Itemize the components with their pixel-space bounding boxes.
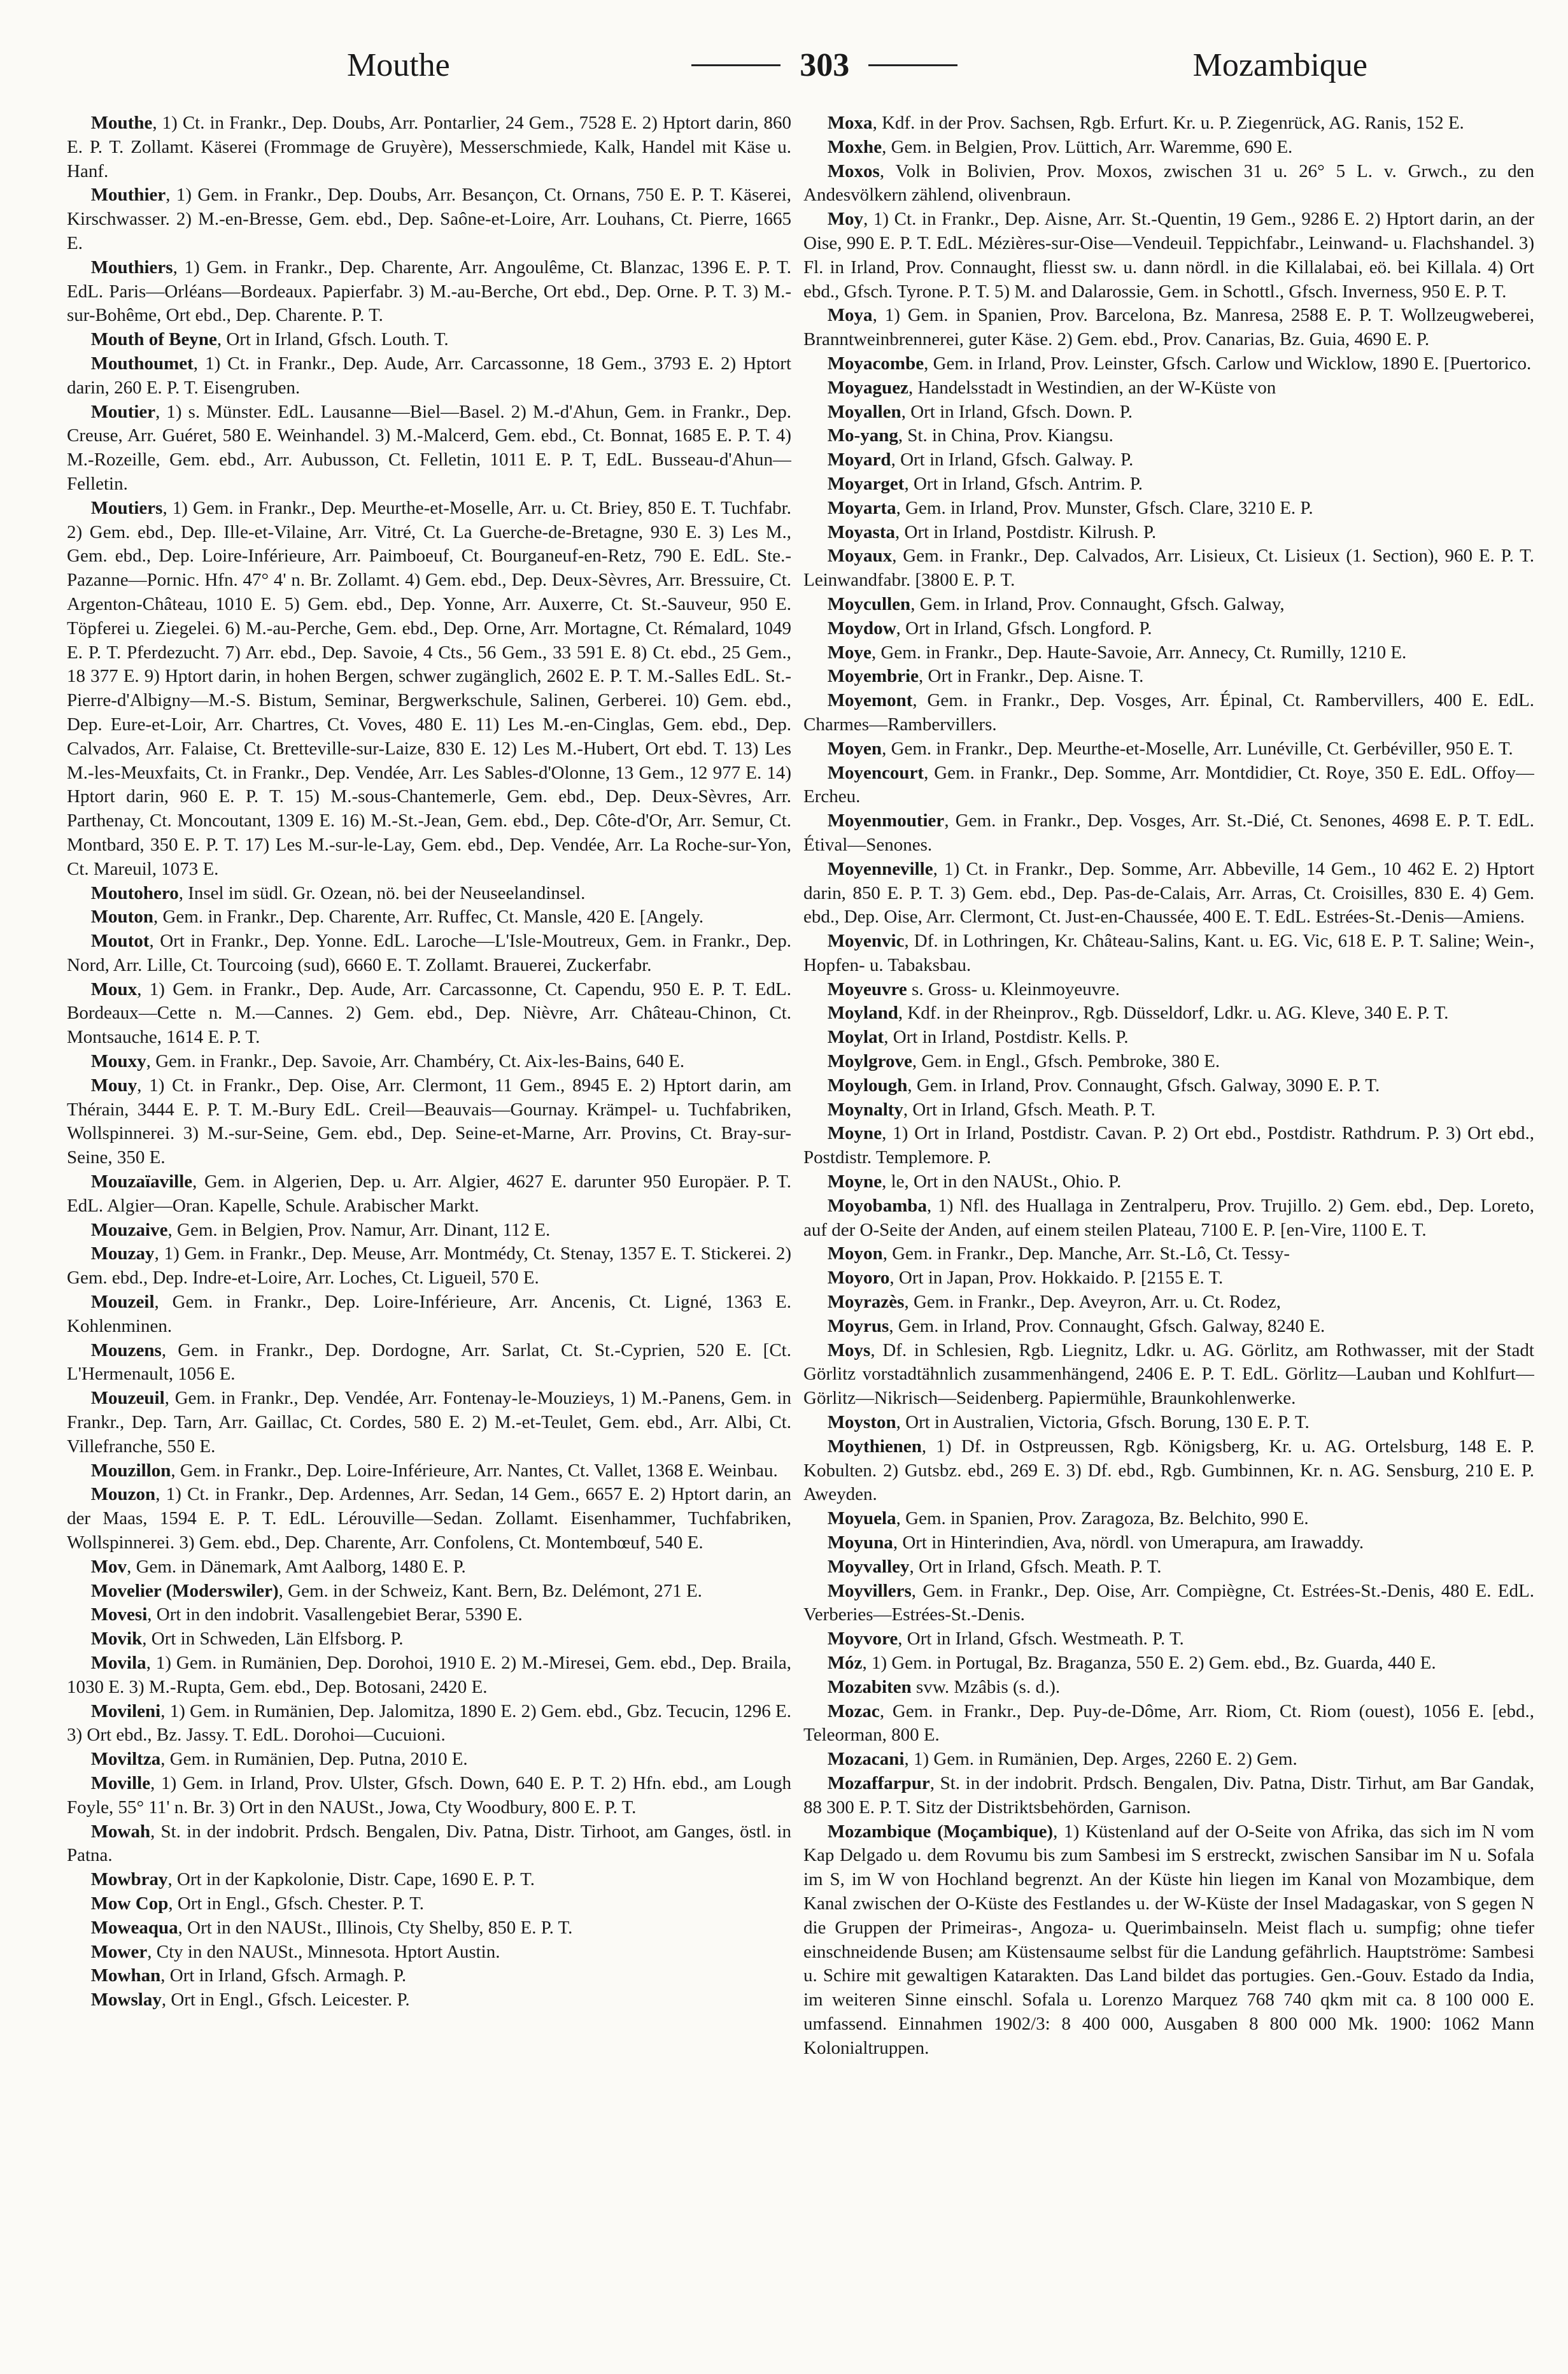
gazetteer-entry: Moyon, Gem. in Frankr., Dep. Manche, Arr. St.-Lô, Ct. Tessy- [827, 1243, 1290, 1264]
gazetteer-entry: Mowbray, Ort in der Kapkolonie, Distr. Cape, 1690 E. P. T. [90, 1869, 535, 1890]
gazetteer-entry: Móz, 1) Gem. in Portugal, Bz. Braganza, 550 E. 2) Gem. ebd., Bz. Guarda, 440 E. [827, 1653, 1436, 1673]
entry-headword: Mouzaive [90, 1219, 168, 1240]
gazetteer-entry: Moylgrove, Gem. in Engl., Gfsch. Pembroke, 380 E. [827, 1051, 1220, 1072]
gazetteer-entry: Moyarta, Gem. in Irland, Prov. Munster, Gfsch. Clare, 3210 E. P. [827, 497, 1313, 518]
gazetteer-entry: Moya, 1) Gem. in Spanien, Prov. Barcelona, Bz. Manresa, 2588 E. P. T. Wollzeugweberei, Branntweinbrennerei, guter Käse. 2) Gem. ebd., Prov. Canarias, Bz. Guia, 4690 E. P. [803, 305, 1534, 350]
gazetteer-entry: Moyembrie, Ort in Frankr., Dep. Aisne. T. [827, 666, 1144, 687]
gazetteer-entry: Mouthier, 1) Gem. in Frankr., Dep. Doubs, Arr. Besançon, Ct. Ornans, 750 E. P. T. Käserei, Kirschwasser. 2) M.-en-Bresse, Gem. ebd., Dep. Saône-et-Loire, Arr. Louhans, Ct. Pierre, 1665 E. [67, 185, 791, 253]
gazetteer-entry: Moyenvic, Df. in Lothringen, Kr. Château-Salins, Kant. u. EG. Vic, 618 E. P. T. Saline; Wein-, Hopfen- u. Tabaksbau. [803, 931, 1534, 975]
entry-headword: Moxhe [827, 136, 882, 157]
gazetteer-entry: Moyuela, Gem. in Spanien, Prov. Zaragoza, Bz. Belchito, 990 E. [827, 1508, 1309, 1529]
entry-headword: Mov [90, 1556, 127, 1577]
gazetteer-entry: Moutohero, Insel im südl. Gr. Ozean, nö. bei der Neuseelandinsel. [90, 882, 586, 903]
gazetteer-entry: Moyenmoutier, Gem. in Frankr., Dep. Vosges, Arr. St.-Dié, Ct. Senones, 4698 E. P. T. EdL. Étival—Senones. [803, 810, 1534, 855]
entry-headword: Mow Cop [90, 1893, 169, 1914]
entry-headword: Moyard [827, 449, 891, 470]
entry-headword: Movileni [90, 1700, 161, 1721]
gazetteer-entry: Moylat, Ort in Irland, Postdistr. Kells. P. [827, 1027, 1129, 1048]
gazetteer-entry: Mouzaive, Gem. in Belgien, Prov. Namur, Arr. Dinant, 112 E. [90, 1219, 551, 1240]
gazetteer-entry: Moyston, Ort in Australien, Victoria, Gfsch. Borung, 130 E. P. T. [827, 1412, 1310, 1433]
gazetteer-entry: Moy, 1) Ct. in Frankr., Dep. Aisne, Arr. St.-Quentin, 19 Gem., 9286 E. 2) Hptort darin, an der Oise, 990 E. P. T. EdL. Mézières-sur-Oise—Vendeuil. Teppichfabr., Leinwand- u. Flachshandel. 3) Fl. in Irland, Prov. Connaught, fliesst sw. u. dann nördl. in die Killalabai, eö. bei Killala. 4) Ort ebd., Gfsch. Tyrone. P. T. 5) M. and Dalarossie, Gem. in Schottl., Gfsch. Inverness, 950 E. P. T. [803, 209, 1534, 302]
gazetteer-entry: Mov, Gem. in Dänemark, Amt Aalborg, 1480 E. P. [90, 1556, 466, 1577]
gazetteer-entry: Moyeuvre s. Gross- u. Kleinmoyeuvre. [827, 979, 1120, 1000]
entry-headword: Mozabiten [827, 1676, 912, 1697]
entry-headword: Mozambique (Moçambique) [827, 1821, 1054, 1842]
entry-headword: Moweaqua [90, 1917, 178, 1938]
entry-headword: Mouy [90, 1075, 138, 1096]
entry-headword: Moutiers [90, 497, 163, 518]
entry-headword: Moyuna [827, 1532, 893, 1553]
gazetteer-entry: Moxos, Volk in Bolivien, Prov. Moxos, zwischen 31 u. 26° 5 L. v. Grwch., zu den Andesvölkern zählend, olivenbraun. [803, 160, 1534, 206]
entry-headword: Mouxy [90, 1051, 146, 1072]
entry-headword: Moyenneville [827, 858, 933, 879]
entry-headword: Movila [90, 1653, 146, 1673]
gazetteer-entry: Moyobamba, 1) Nfl. des Huallaga in Zentralperu, Prov. Trujillo. 2) Gem. ebd., Dep. Loreto, auf der O-Seite der Anden, auf einem steilen Plateau, 7100 E. P. [en-Vire, 1100 E. T. [803, 1195, 1534, 1240]
gazetteer-entry: Moutier, 1) s. Münster. EdL. Lausanne—Biel—Basel. 2) M.-d'Ahun, Gem. in Frankr., Dep. Creuse, Arr. Guéret, 580 E. Weinhandel. 3) M.-Malcerd, Gem. ebd., Ct. Bonnat, 1685 E. P. T. 4) M.-Rozeille, Gem. ebd., Arr. Aubusson, Ct. Felletin, 1011 E. P. T, EdL. Busseau-d'Ahun—Felletin. [67, 401, 791, 494]
entry-headword: Mouzay [90, 1243, 155, 1264]
entry-headword: Moyaguez [827, 377, 908, 398]
gazetteer-entry: Moyacombe, Gem. in Irland, Prov. Leinster, Gfsch. Carlow und Wicklow, 1890 E. [Puertorico. [827, 353, 1532, 374]
gazetteer-entry: Moyne, 1) Ort in Irland, Postdistr. Cavan. P. 2) Ort ebd., Postdistr. Rathdrum. P. 3) Ort ebd., Postdistr. Templemore. P. [803, 1123, 1534, 1168]
gazetteer-entry: Mouzillon, Gem. in Frankr., Dep. Loire-Inférieure, Arr. Nantes, Ct. Vallet, 1368 E. Weinbau. [90, 1460, 778, 1481]
gazetteer-entry: Moyenneville, 1) Ct. in Frankr., Dep. Somme, Arr. Abbeville, 14 Gem., 10 462 E. 2) Hptort darin, 850 E. P. T. 3) Gem. ebd., Dep. Pas-de-Calais, Arr. Arras, Ct. Croisilles, 830 E. 4) Gem. ebd., Dep. Oise, Arr. Clermont, Ct. Just-en-Chaussée, 400 E. T. EdL. Estrées-St.-Denis—Amiens. [803, 858, 1534, 928]
entry-headword: Moyaux [827, 546, 893, 567]
gazetteer-entry: Moyoro, Ort in Japan, Prov. Hokkaido. P. [2155 E. T. [827, 1268, 1224, 1289]
entry-headword: Moyston [827, 1412, 896, 1433]
headword-left: Mouthe [347, 46, 450, 83]
entry-headword: Moynalty [827, 1099, 903, 1120]
entry-headword: Mouzillon [90, 1460, 171, 1481]
gazetteer-entry: Moxhe, Gem. in Belgien, Prov. Lüttich, Arr. Waremme, 690 E. [827, 136, 1293, 157]
entry-headword: Mouthoumet [90, 353, 194, 374]
gazetteer-entry: Mouzay, 1) Gem. in Frankr., Dep. Meuse, Arr. Montmédy, Ct. Stenay, 1357 E. T. Stickerei. 2) Gem. ebd., Dep. Indre-et-Loire, Arr. Loches, Ct. Ligueil, 570 E. [67, 1243, 791, 1289]
entry-headword: Mozaffarpur [827, 1772, 930, 1793]
entry-headword: Mouzon [90, 1484, 156, 1505]
entry-headword: Mouzeuil [90, 1388, 165, 1409]
headword-right: Mozambique [1192, 46, 1367, 83]
entry-headword: Moylough [827, 1075, 908, 1096]
gazetteer-entry: Mowah, St. in der indobrit. Prdsch. Bengalen, Div. Patna, Distr. Tirhoot, am Ganges, östl. in Patna. [67, 1821, 791, 1866]
entry-headword: Moyobamba [827, 1195, 927, 1216]
gazetteer-entry: Mozacani, 1) Gem. in Rumänien, Dep. Arges, 2260 E. 2) Gem. [827, 1749, 1297, 1770]
entry-headword: Moyeuvre [827, 979, 907, 1000]
gazetteer-entry: Moyasta, Ort in Irland, Postdistr. Kilrush. P. [827, 521, 1157, 542]
gazetteer-entry: Moweaqua, Ort in den NAUSt., Illinois, Cty Shelby, 850 E. P. T. [90, 1917, 573, 1938]
entry-headword: Moya [827, 305, 873, 326]
gazetteer-entry: Moyrus, Gem. in Irland, Prov. Connaught, Gfsch. Galway, 8240 E. [827, 1315, 1325, 1336]
gazetteer-entry: Movik, Ort in Schweden, Län Elfsborg. P. [90, 1629, 404, 1650]
gazetteer-entry: Moyrazès, Gem. in Frankr., Dep. Aveyron, Arr. u. Ct. Rodez, [827, 1292, 1281, 1313]
gazetteer-entry: Mouzaïaville, Gem. in Algerien, Dep. u. Arr. Algier, 4627 E. darunter 950 Europäer. P. T. EdL. Algier—Oran. Kapelle, Schule. Arabischer Markt. [67, 1171, 791, 1216]
entry-headword: Moyarget [827, 473, 905, 494]
header-rule-right [868, 64, 957, 66]
entry-headword: Moys [827, 1339, 871, 1360]
entry-headword: Moyvillers [827, 1580, 912, 1601]
gazetteer-entry: Moys, Df. in Schlesien, Rgb. Liegnitz, Ldkr. u. AG. Görlitz, am Rothwasser, mit der Stadt Görlitz vorstadtähnlich zusammenhängend, 2406 E. P. T. EdL. Görlitz—Lauban und Kohlfurt—Görlitz—Nikrisch—Seidenberg. Papiermühle, Braunkohlenwerke. [803, 1339, 1534, 1409]
entry-headword: Moxos [827, 160, 880, 181]
entry-headword: Mouth of Beyne [90, 329, 217, 350]
entry-headword: Movik [90, 1629, 143, 1650]
entry-headword: Mozac [827, 1700, 880, 1721]
entry-headword: Moviltza [90, 1749, 161, 1770]
entry-headword: Mouthe [90, 113, 153, 133]
gazetteer-entry: Moye, Gem. in Frankr., Dep. Haute-Savoie, Arr. Annecy, Ct. Rumilly, 1210 E. [827, 642, 1407, 663]
gazetteer-entry: Mower, Cty in den NAUSt., Minnesota. Hptort Austin. [90, 1941, 500, 1962]
page-header [67, 42, 1501, 88]
gazetteer-entry: Mouy, 1) Ct. in Frankr., Dep. Oise, Arr. Clermont, 11 Gem., 8945 E. 2) Hptort darin, am Thérain, 3444 E. P. T. M.-Bury EdL. Creil—Beauvais—Gournay. Krämpel- u. Tuchfabriken, Wollspinnerei. 3) M.-sur-Seine, Gem. ebd., Dep. Seine-et-Marne, Arr. Provins, Ct. Bray-sur-Seine, 350 E. [67, 1075, 791, 1168]
entry-headword: Mowslay [90, 1989, 162, 2010]
gazetteer-entry: Moythienen, 1) Df. in Ostpreussen, Rgb. Königsberg, Kr. u. AG. Ortelsburg, 148 E. P. Kobulten. 2) Gutsbz. ebd., 269 E. 3) Df. ebd., Rgb. Gumbinnen, Kr. n. AG. Sensburg, 210 E. P. Aweyden. [803, 1436, 1534, 1505]
entry-headword: Moylat [827, 1027, 884, 1048]
entry-headword: Moyvore [827, 1629, 898, 1650]
gazetteer-entry: Mozambique (Moçambique), 1) Küstenland auf der O-Seite von Afrika, das sich im N vom Kap Delgado u. dem Rovumu bis zum Sambesi im S erstreckt, zwischen Sansibar im N u. Sofala im S, im W von Hochland begrenzt. An der Küste hin liegen im Kanal von Mozambique, dem Kanal zwischen der O-Küste des Festlandes u. der W-Küste der Insel Madagaskar, von S gegen N die Gruppen der Primeiras-, Angoza- u. Querimbainseln. Meist flach u. sumpfig; ohne tiefer einschneidende Busen; am Küstensaume selbst für die Landung gefährlich. Hauptströme: Sambesi u. Schire mit gewaltigen Katarakten. Das Land bildet das portugies. Gen.-Gouv. Estado da India, im weiteren Sinne einschl. Sofala u. Lorenzo Marquez 768 740 qkm mit ca. 8 100 000 E. umfassend. Einnahmen 1902/3: 8 400 000, Ausgaben 8 800 000 Mk. 1900: 1062 Mann Kolonialtruppen. [803, 1821, 1534, 2058]
entry-headword: Moythienen [827, 1436, 922, 1457]
gazetteer-entry: Mouthe, 1) Ct. in Frankr., Dep. Doubs, Arr. Pontarlier, 24 Gem., 7528 E. 2) Hptort darin, 860 E. P. T. Zollamt. Käserei (Frommage de Gruyère), Messerschmiede, Kalk, Handel mit Käse u. Hanf. [67, 113, 791, 181]
gazetteer-entry: Moyuna, Ort in Hinterindien, Ava, nördl. von Umerapura, am Irawaddy. [827, 1532, 1364, 1553]
gazetteer-entry: Mouthoumet, 1) Ct. in Frankr., Dep. Aude, Arr. Carcassonne, 18 Gem., 3793 E. 2) Hptort darin, 260 E. P. T. Eisengruben. [67, 353, 791, 398]
entry-headword: Moyuela [827, 1508, 896, 1529]
gazetteer-entry: Moylough, Gem. in Irland, Prov. Connaught, Gfsch. Galway, 3090 E. P. T. [827, 1075, 1380, 1096]
header-rule-left [691, 64, 780, 66]
gazetteer-entry: Moutot, Ort in Frankr., Dep. Yonne. EdL. Laroche—L'Isle-Moutreux, Gem. in Frankr., Dep. Nord, Arr. Lille, Ct. Tourcoing (sud), 6660 E. T. Zollamt. Brauerei, Zuckerfabr. [67, 931, 791, 975]
gazetteer-entry: Movesi, Ort in den indobrit. Vasallengebiet Berar, 5390 E. [90, 1604, 523, 1625]
gazetteer-entry: Moville, 1) Gem. in Irland, Prov. Ulster, Gfsch. Down, 640 E. P. T. 2) Hfn. ebd., am Lough Foyle, 55° 11' n. Br. 3) Ort in den NAUSt., Jowa, Cty Woodbury, 800 E. P. T. [67, 1772, 791, 1818]
entry-headword: Mo-yang [827, 425, 898, 446]
gazetteer-entry: Moutiers, 1) Gem. in Frankr., Dep. Meurthe-et-Moselle, Arr. u. Ct. Briey, 850 E. T. Tuchfabr. 2) Gem. ebd., Dep. Ille-et-Vilaine, Arr. Vitré, Ct. La Guerche-de-Bretagne, 930 E. 3) Les M., Gem. ebd., Dep. Loire-Inférieure, Arr. Paimboeuf, Ct. Bourganeuf-en-Retz, 790 E. EdL. Ste.-Pazanne—Pornic. Hfn. 47° 4' n. Br. Zollamt. 4) Gem. ebd., Dep. Deux-Sèvres, Arr. Bressuire, Ct. Argenton-Château, 1010 E. 5) Gem. ebd., Dep. Yonne, Arr. Auxerre, Ct. St.-Sauveur, 950 E. Töpferei u. Ziegelei. 6) M.-au-Perche, Gem. ebd., Dep. Orne, Arr. Mortagne, Ct. Rémalard, 1049 E. P. T. Pferdezucht. 7) Arr. ebd., Dep. Savoie, 4 Cts., 56 Gem., 33 591 E. 8) Ct. ebd., 25 Gem., 18 377 E. 9) Hptort darin, in hohen Bergen, schwer zugänglich, 2602 E. P. T. M.-Salles EdL. St.-Pierre-d'Albigny—M.-S. Bistum, Seminar, Bergwerkschule, Salinen, Gerberei. 10) Gem. ebd., Dep. Eure-et-Loir, Arr. Chartres, Ct. Voves, 480 E. 11) Les M.-en-Cinglas, Gem. ebd., Dep. Calvados, Arr. Falaise, Ct. Bretteville-sur-Laize, 830 E. 12) Les M.-Hubert, Ort ebd. T. 13) Les M.-les-Meuxfaits, Ct. in Frankr., Dep. Vendée, Arr. Les Sables-d'Olonne, 13 Gem., 12 977 E. 14) Hptort darin, 960 E. P. T. 15) M.-sous-Chantemerle, Gem. ebd., Dep. Deux-Sèvres, Arr. Parthenay, Ct. Moncoutant, 1309 E. 16) M.-St.-Jean, Gem. ebd., Dep. Côte-d'Or, Arr. Semur, Ct. Montbard, 350 E. P. T. 17) Les M.-sur-le-Lay, Gem. ebd., Dep. Vendée, Arr. La Roche-sur-Yon, Ct. Mareuil, 1073 E. [67, 497, 791, 879]
entry-headword: Moyarta [827, 497, 896, 518]
entry-headword: Moutohero [90, 882, 179, 903]
gazetteer-entry: Mouzon, 1) Ct. in Frankr., Dep. Ardennes, Arr. Sedan, 14 Gem., 6657 E. 2) Hptort darin, an der Maas, 1594 E. P. T. EdL. Lérouville—Sedan. Zollamt. Eisenhammer, Tuchfabriken, Wollspinnerei. 3) Gem. ebd., Dep. Charente, Arr. Confolens, Ct. Montembœuf, 540 E. [67, 1484, 791, 1553]
page-number-group [691, 46, 957, 84]
entry-headword: Moycullen [827, 593, 911, 614]
gazetteer-entry: Moyvalley, Ort in Irland, Gfsch. Meath. P. T. [827, 1556, 1162, 1577]
entry-headword: Mowah [90, 1821, 151, 1842]
entry-headword: Moyland [827, 1003, 898, 1024]
gazetteer-entry: Mouzens, Gem. in Frankr., Dep. Dordogne, Arr. Sarlat, Ct. St.-Cyprien, 520 E. [Ct. L'Hermenault, 1056 E. [67, 1339, 791, 1385]
gazetteer-entry: Movila, 1) Gem. in Rumänien, Dep. Dorohoi, 1910 E. 2) M.-Miresei, Gem. ebd., Dep. Braila, 1030 E. 3) M.-Rupta, Gem. ebd., Dep. Botosani, 2420 E. [67, 1653, 791, 1697]
entry-headword: Movesi [90, 1604, 148, 1625]
entry-headword: Moyne [827, 1171, 882, 1192]
gazetteer-entry: Moyarget, Ort in Irland, Gfsch. Antrim. P. [827, 473, 1143, 494]
entry-headword: Moutier [90, 401, 156, 422]
entry-headword: Moye [827, 642, 872, 663]
entry-headword: Mouton [90, 907, 153, 928]
entry-headword: Moyen [827, 738, 882, 759]
entry-headword: Mouthiers [90, 257, 173, 278]
entry-headword: Moyvalley [827, 1556, 910, 1577]
entry-headword: Mozacani [827, 1749, 905, 1770]
gazetteer-entry: Moyencourt, Gem. in Frankr., Dep. Somme, Arr. Montdidier, Ct. Roye, 350 E. EdL. Offoy—Ercheu. [803, 762, 1534, 807]
gazetteer-entry: Movileni, 1) Gem. in Rumänien, Dep. Jalomitza, 1890 E. 2) Gem. ebd., Gbz. Tecucin, 1296 E. 3) Ort ebd., Bz. Jassy. T. EdL. Dorohoi—Cucuioni. [67, 1700, 791, 1746]
right-column [803, 111, 1534, 2340]
gazetteer-entry: Moyaux, Gem. in Frankr., Dep. Calvados, Arr. Lisieux, Ct. Lisieux (1. Section), 960 E. P. T. Leinwandfabr. [3800 E. P. T. [803, 546, 1534, 591]
gazetteer-entry: Moynalty, Ort in Irland, Gfsch. Meath. P. T. [827, 1099, 1155, 1120]
gazetteer-entry: Moyaguez, Handelsstadt in Westindien, an der W-Küste von [827, 377, 1276, 398]
gazetteer-entry: Moyne, le, Ort in den NAUSt., Ohio. P. [827, 1171, 1122, 1192]
entry-headword: Moutot [90, 931, 150, 952]
entry-headword: Moyrazès [827, 1292, 905, 1313]
entry-headword: Moyenmoutier [827, 810, 945, 831]
entry-headword: Moyembrie [827, 666, 919, 687]
gazetteer-entry: Moviltza, Gem. in Rumänien, Dep. Putna, 2010 E. [90, 1749, 468, 1770]
entry-headword: Moylgrove [827, 1051, 912, 1072]
entry-headword: Mouzens [90, 1339, 162, 1360]
entry-headword: Moyemont [827, 690, 913, 711]
gazetteer-entry: Mozabiten svw. Mzâbis (s. d.). [827, 1676, 1061, 1697]
gazetteer-entry: Moyland, Kdf. in der Rheinprov., Rgb. Düsseldorf, Ldkr. u. AG. Kleve, 340 E. P. T. [827, 1003, 1449, 1024]
entry-headword: Moyne [827, 1123, 882, 1144]
entry-headword: Móz [827, 1653, 863, 1673]
entry-headword: Moyrus [827, 1315, 889, 1336]
gazetteer-entry: Moycullen, Gem. in Irland, Prov. Connaught, Gfsch. Galway, [827, 593, 1285, 614]
gazetteer-entry: Mo-yang, St. in China, Prov. Kiangsu. [827, 425, 1113, 446]
entry-headword: Moyencourt [827, 762, 924, 783]
gazetteer-entry: Mowslay, Ort in Engl., Gfsch. Leicester. P. [90, 1989, 410, 2010]
entry-headword: Moy [827, 209, 864, 230]
entry-headword: Moux [90, 979, 138, 1000]
entry-headword: Mouthier [90, 185, 166, 206]
entry-headword: Moyon [827, 1243, 883, 1264]
entry-headword: Moville [90, 1772, 151, 1793]
entry-headword: Mowbray [90, 1869, 168, 1890]
entry-headword: Mouzeil [90, 1292, 155, 1313]
entry-headword: Moydow [827, 618, 896, 639]
gazetteer-entry: Moux, 1) Gem. in Frankr., Dep. Aude, Arr. Carcassonne, Ct. Capendu, 950 E. P. T. EdL. Bordeaux—Cette n. M.—Cannes. 2) Gem. ebd., Dep. Nièvre, Arr. Château-Chinon, Ct. Montsauche, 1614 E. P. T. [67, 979, 791, 1048]
gazetteer-entry: Moyen, Gem. in Frankr., Dep. Meurthe-et-Moselle, Arr. Lunéville, Ct. Gerbéviller, 950 E. T. [827, 738, 1513, 759]
entry-headword: Mouzaïaville [90, 1171, 193, 1192]
gazetteer-entry: Mow Cop, Ort in Engl., Gfsch. Chester. P. T. [90, 1893, 425, 1914]
entry-headword: Moyenvic [827, 931, 905, 952]
gazetteer-entry: Moyard, Ort in Irland, Gfsch. Galway. P. [827, 449, 1134, 470]
gazetteer-entry: Mouzeil, Gem. in Frankr., Dep. Loire-Inférieure, Arr. Ancenis, Ct. Ligné, 1363 E. Kohlenminen. [67, 1292, 791, 1336]
gazetteer-entry: Moyvore, Ort in Irland, Gfsch. Westmeath. P. T. [827, 1629, 1184, 1650]
entry-headword: Moyacombe [827, 353, 924, 374]
gazetteer-entry: Mouth of Beyne, Ort in Irland, Gfsch. Louth. T. [90, 329, 449, 350]
entry-headword: Moyoro [827, 1268, 890, 1289]
gazetteer-entry: Mouthiers, 1) Gem. in Frankr., Dep. Charente, Arr. Angoulême, Ct. Blanzac, 1396 E. P. T. EdL. Paris—Orléans—Bordeaux. Papierfabr. 3) M.-au-Berche, Ort ebd., Dep. Orne. P. T. 3) M.-sur-Bohême, Ort ebd., Dep. Charente. P. T. [67, 257, 791, 326]
left-column [67, 111, 791, 2340]
gazetteer-entry: Mozac, Gem. in Frankr., Dep. Puy-de-Dôme, Arr. Riom, Ct. Riom (ouest), 1056 E. [ebd., Teleorman, 800 E. [803, 1700, 1534, 1746]
gazetteer-entry: Mozaffarpur, St. in der indobrit. Prdsch. Bengalen, Div. Patna, Distr. Tirhut, am Bar Gandak, 88 300 E. P. T. Sitz der Distriktsbehörden, Garnison. [803, 1772, 1534, 1818]
gazetteer-entry: Mowhan, Ort in Irland, Gfsch. Armagh. P. [90, 1965, 407, 1986]
entry-headword: Moyallen [827, 401, 901, 422]
gazetteer-entry: Moyallen, Ort in Irland, Gfsch. Down. P. [827, 401, 1133, 422]
gazetteer-entry: Moydow, Ort in Irland, Gfsch. Longford. P. [827, 618, 1152, 639]
entry-headword: Movelier (Moderswiler) [90, 1580, 279, 1601]
gazetteer-entry: Mouxy, Gem. in Frankr., Dep. Savoie, Arr. Chambéry, Ct. Aix-les-Bains, 640 E. [90, 1051, 685, 1072]
gazetteer-entry: Moyvillers, Gem. in Frankr., Dep. Oise, Arr. Compiègne, Ct. Estrées-St.-Denis, 480 E. EdL. Verberies—Estrées-St.-Denis. [803, 1580, 1534, 1625]
gazetteer-entry: Moyemont, Gem. in Frankr., Dep. Vosges, Arr. Épinal, Ct. Rambervillers, 400 E. EdL. Charmes—Rambervillers. [803, 690, 1534, 735]
gazetteer-entry: Mouton, Gem. in Frankr., Dep. Charente, Arr. Ruffec, Ct. Mansle, 420 E. [Angely. [90, 907, 704, 928]
entry-headword: Mower [90, 1941, 148, 1962]
entry-headword: Moxa [827, 113, 873, 133]
gazetteer-entry: Mouzeuil, Gem. in Frankr., Dep. Vendée, Arr. Fontenay-le-Mouzieys, 1) M.-Panens, Gem. in Frankr., Dep. Tarn, Arr. Gaillac, Ct. Cordes, 580 E. 2) M.-et-Teulet, Gem. ebd., Arr. Albi, Ct. Villefranche, 550 E. [67, 1388, 791, 1457]
entry-headword: Moyasta [827, 521, 896, 542]
gazetteer-entry: Movelier (Moderswiler), Gem. in der Schweiz, Kant. Bern, Bz. Delémont, 271 E. [90, 1580, 702, 1601]
gazetteer-entry: Moxa, Kdf. in der Prov. Sachsen, Rgb. Erfurt. Kr. u. P. Ziegenrück, AG. Ranis, 152 E. [827, 113, 1464, 133]
page-number: 303 [800, 46, 850, 83]
entry-headword: Mowhan [90, 1965, 161, 1986]
